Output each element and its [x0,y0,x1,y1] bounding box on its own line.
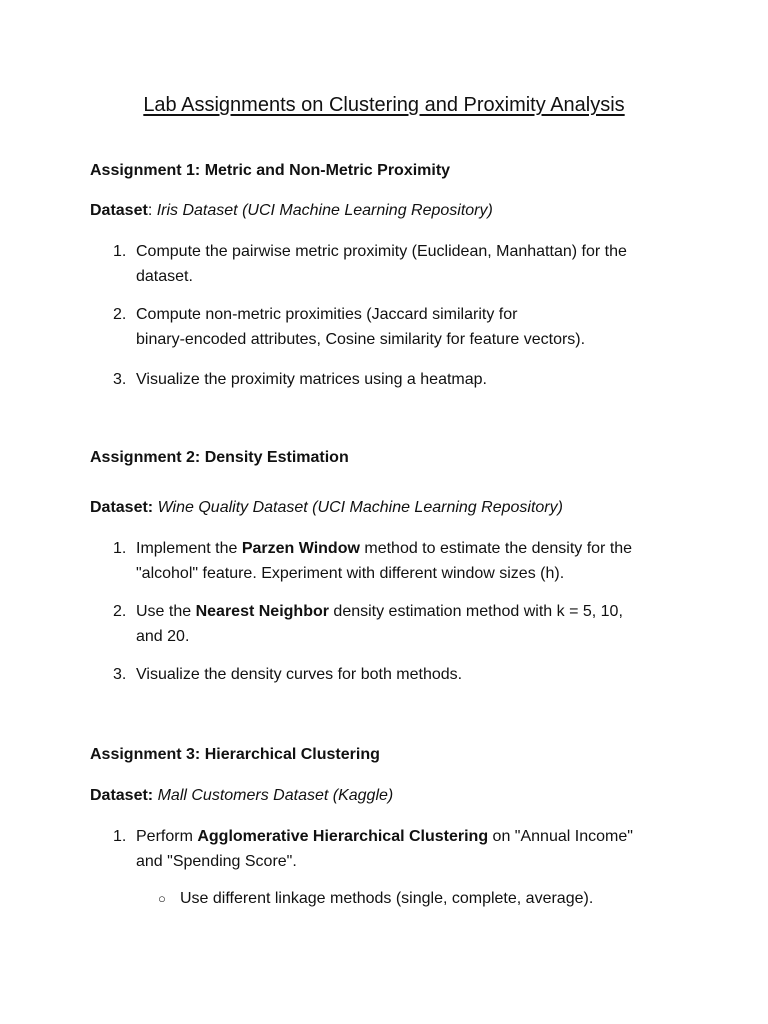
list-text-pre: Perform [136,828,198,845]
sub-list-item [158,888,698,910]
assignment-3-heading: Assignment 3: Hierarchical Clustering [90,746,380,763]
list-text-line-2: dataset. [136,268,193,285]
list-number: 2. [113,603,127,620]
dataset-label: Dataset [90,202,148,219]
list-text [136,599,693,649]
list-text-post: method to estimate the density for the [359,540,633,557]
assignment-3-dataset [90,785,393,807]
dataset-separator: : [147,202,157,219]
assignment-2-heading: Assignment 2: Density Estimation [90,449,349,466]
list-text: Visualize the density curves for both methods. [136,666,463,683]
assignment-1-heading: Assignment 1: Metric and Non-Metric Proximity [90,162,451,179]
list-text-post: density estimation method with k = 5, 10, [328,603,623,620]
list-item [113,824,693,874]
list-text [136,239,693,289]
list-text-pre: Implement the [136,540,242,557]
assignment-2-dataset [90,497,563,519]
list-number: 2. [113,306,127,323]
sub-list-text: Use different linkage methods (single, complete, average). [180,890,594,907]
list-text-line-2: binary-encoded attributes, Cosine similarity for feature vectors). [136,331,586,348]
list-text-line-2: "alcohol" feature. Experiment with different window sizes (h). [136,565,565,582]
list-number: 3. [113,371,127,388]
list-item [113,239,693,289]
list-text-line-1: Compute the pairwise metric proximity (Euclidean, Manhattan) for the [136,243,627,260]
list-text: Visualize the proximity matrices using a heatmap. [136,371,487,388]
dataset-label: Dataset: [90,787,154,804]
list-text-line-1: Compute non-metric proximities (Jaccard similarity for [136,306,518,323]
list-text-bold: Nearest Neighbor [195,603,329,620]
dataset-label: Dataset: [90,499,154,516]
list-number: 1. [113,828,127,845]
list-item [113,536,693,586]
list-number: 3. [113,666,127,683]
dataset-value: Wine Quality Dataset (UCI Machine Learning Repository) [157,499,563,516]
list-item [113,367,693,392]
list-text [136,302,693,352]
assignment-1-dataset [90,200,493,222]
hollow-circle-bullet-icon: ○ [158,891,166,906]
list-text [136,536,693,586]
list-item [113,599,693,649]
list-item [113,302,693,352]
list-text-pre: Use the [136,603,196,620]
list-item [113,662,693,687]
list-number: 1. [113,243,127,260]
list-text-bold: Parzen Window [241,540,360,557]
list-text [136,824,693,874]
list-text-line-2: and "Spending Score". [136,853,297,870]
page-title: Lab Assignments on Clustering and Proximity Analysis [143,94,625,116]
dataset-value: Iris Dataset (UCI Machine Learning Repository) [156,202,493,219]
list-text-bold: Agglomerative Hierarchical Clustering [197,828,489,845]
list-number: 1. [113,540,127,557]
dataset-value: Mall Customers Dataset (Kaggle) [157,787,394,804]
list-text-line-2: and 20. [136,628,190,645]
list-text-post: on "Annual Income" [488,828,633,845]
